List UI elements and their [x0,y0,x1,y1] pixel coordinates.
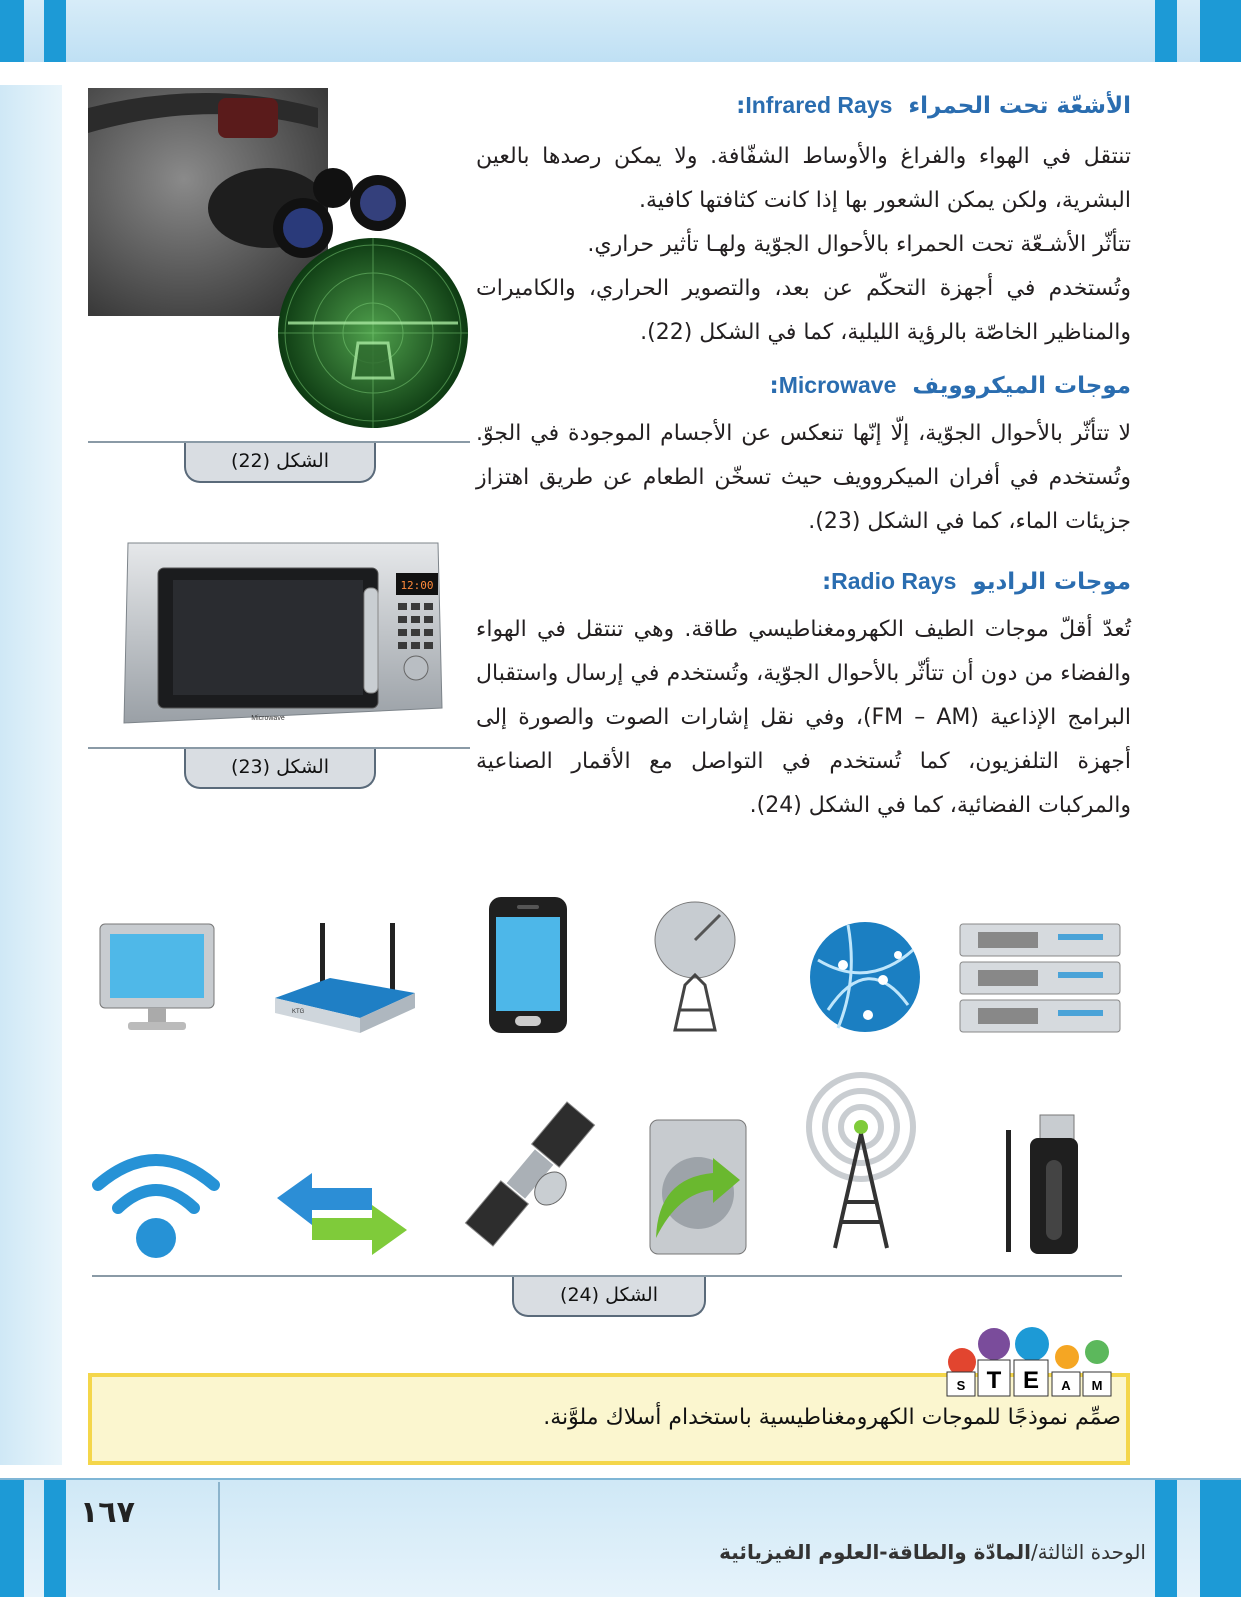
hard-drive-backup-icon [648,1118,748,1256]
transfer-arrows-icon [272,1168,412,1260]
radio-text: تُعدّ أقلّ موجات الطيف الكهرومغناطيسي طاقة. وهي تنتقل في الهواء والفضاء من دون أن تتأثّر بالأحوال الجوّية، وتُستخدم في إرسال واستقبال البرامج الإذاعية (FM – AM)، وفي نقل إشارات الصوت والصورة إلى أجهزة التلفزيون، كما تُستخدم في التواصل مع الأقمار الصناعية والمركبات الفضائية، كما في الشكل (24). [476,617,1132,818]
footer-separator [218,1482,220,1590]
footer-title: المادّة والطاقة-العلوم الفيزيائية [719,1540,1031,1564]
steam-letter-a: A [1061,1378,1071,1393]
steam-letter-m: M [1091,1378,1103,1393]
footer-text [719,1540,1146,1564]
router-label: KTG [292,1009,305,1015]
infrared-heading: الأشعّة تحت الحمراء Infrared Rays: [736,92,1131,119]
microwave-oven-image [118,538,446,733]
night-vision-goggles-image [88,88,468,433]
infrared-paragraph-2: تتأثّر الأشـعّة تحت الحمراء بالأحوال الجوّية ولهـا تأثير حراري. [587,232,1131,257]
satellite-dish-icon [645,895,745,1033]
top-header-band [0,0,1241,62]
figure-23-caption: الشكل (23) [184,749,376,789]
steam-letter-s: S [956,1378,966,1393]
footer-unit: الوحدة الثالثة/ [1030,1540,1146,1564]
infrared-text [476,135,1131,355]
server-rack-icon [958,922,1122,1036]
microwave-heading-en: Microwave [778,372,897,398]
microwave-text: لا تتأثّر بالأحوال الجوّية، إلّا إنّها تنعكس عن الأجسام الموجودة في الجوّ. وتُستخدم في أفران الميكروويف حيث تسخّن الطعام عن طريق اهتزاز جزيئات الماء، كما في الشكل (23). [476,421,1131,534]
infrared-paragraph-1: تنتقل في الهواء والفراغ والأوساط الشفّافة. ولا يمكن رصدها بالعين البشرية، ولكن يمكن الشعور بها إذا كانت كثافتها كافية. [476,144,1131,213]
smartphone-icon [487,895,569,1035]
wireless-router-icon [270,918,418,1036]
satellite-icon [460,1090,600,1258]
monitor-icon [98,922,216,1034]
infrared-paragraph-3: وتُستخدم في أجهزة التحكّم عن بعد، والتصوير الحراري، والكاميرات والمناظير الخاصّة بالرؤية الليلية، كما في الشكل (22). [476,276,1131,345]
microwave-display: 12:00 [400,579,434,592]
figure-22-caption: الشكل (22) [184,443,376,483]
radio-tower-icon [805,1072,917,1252]
left-margin-band [0,85,62,1465]
page-number: ١٦٧ [80,1495,135,1530]
radio-heading-en: Radio Rays [831,568,957,594]
steam-activity-text: صمِّم نموذجًا للموجات الكهرومغناطيسية باستخدام أسلاك ملوَّنة. [543,1405,1121,1430]
steam-logo [942,1322,1112,1400]
steam-letter-e: E [1022,1367,1040,1394]
usb-wireless-adapter-icon [1000,1110,1080,1258]
wifi-icon [90,1140,222,1258]
footer-band [0,1478,1241,1597]
globe-network-icon [808,920,922,1034]
microwave-brand-label: Microwave [251,715,285,722]
microwave-heading: موجات الميكروويف Microwave: [769,372,1131,399]
radio-heading: موجات الراديو Radio Rays: [821,568,1131,595]
infrared-heading-en: Infrared Rays [745,92,893,118]
figure-24-caption: الشكل (24) [512,1277,706,1317]
steam-letter-t: T [986,1367,1002,1394]
